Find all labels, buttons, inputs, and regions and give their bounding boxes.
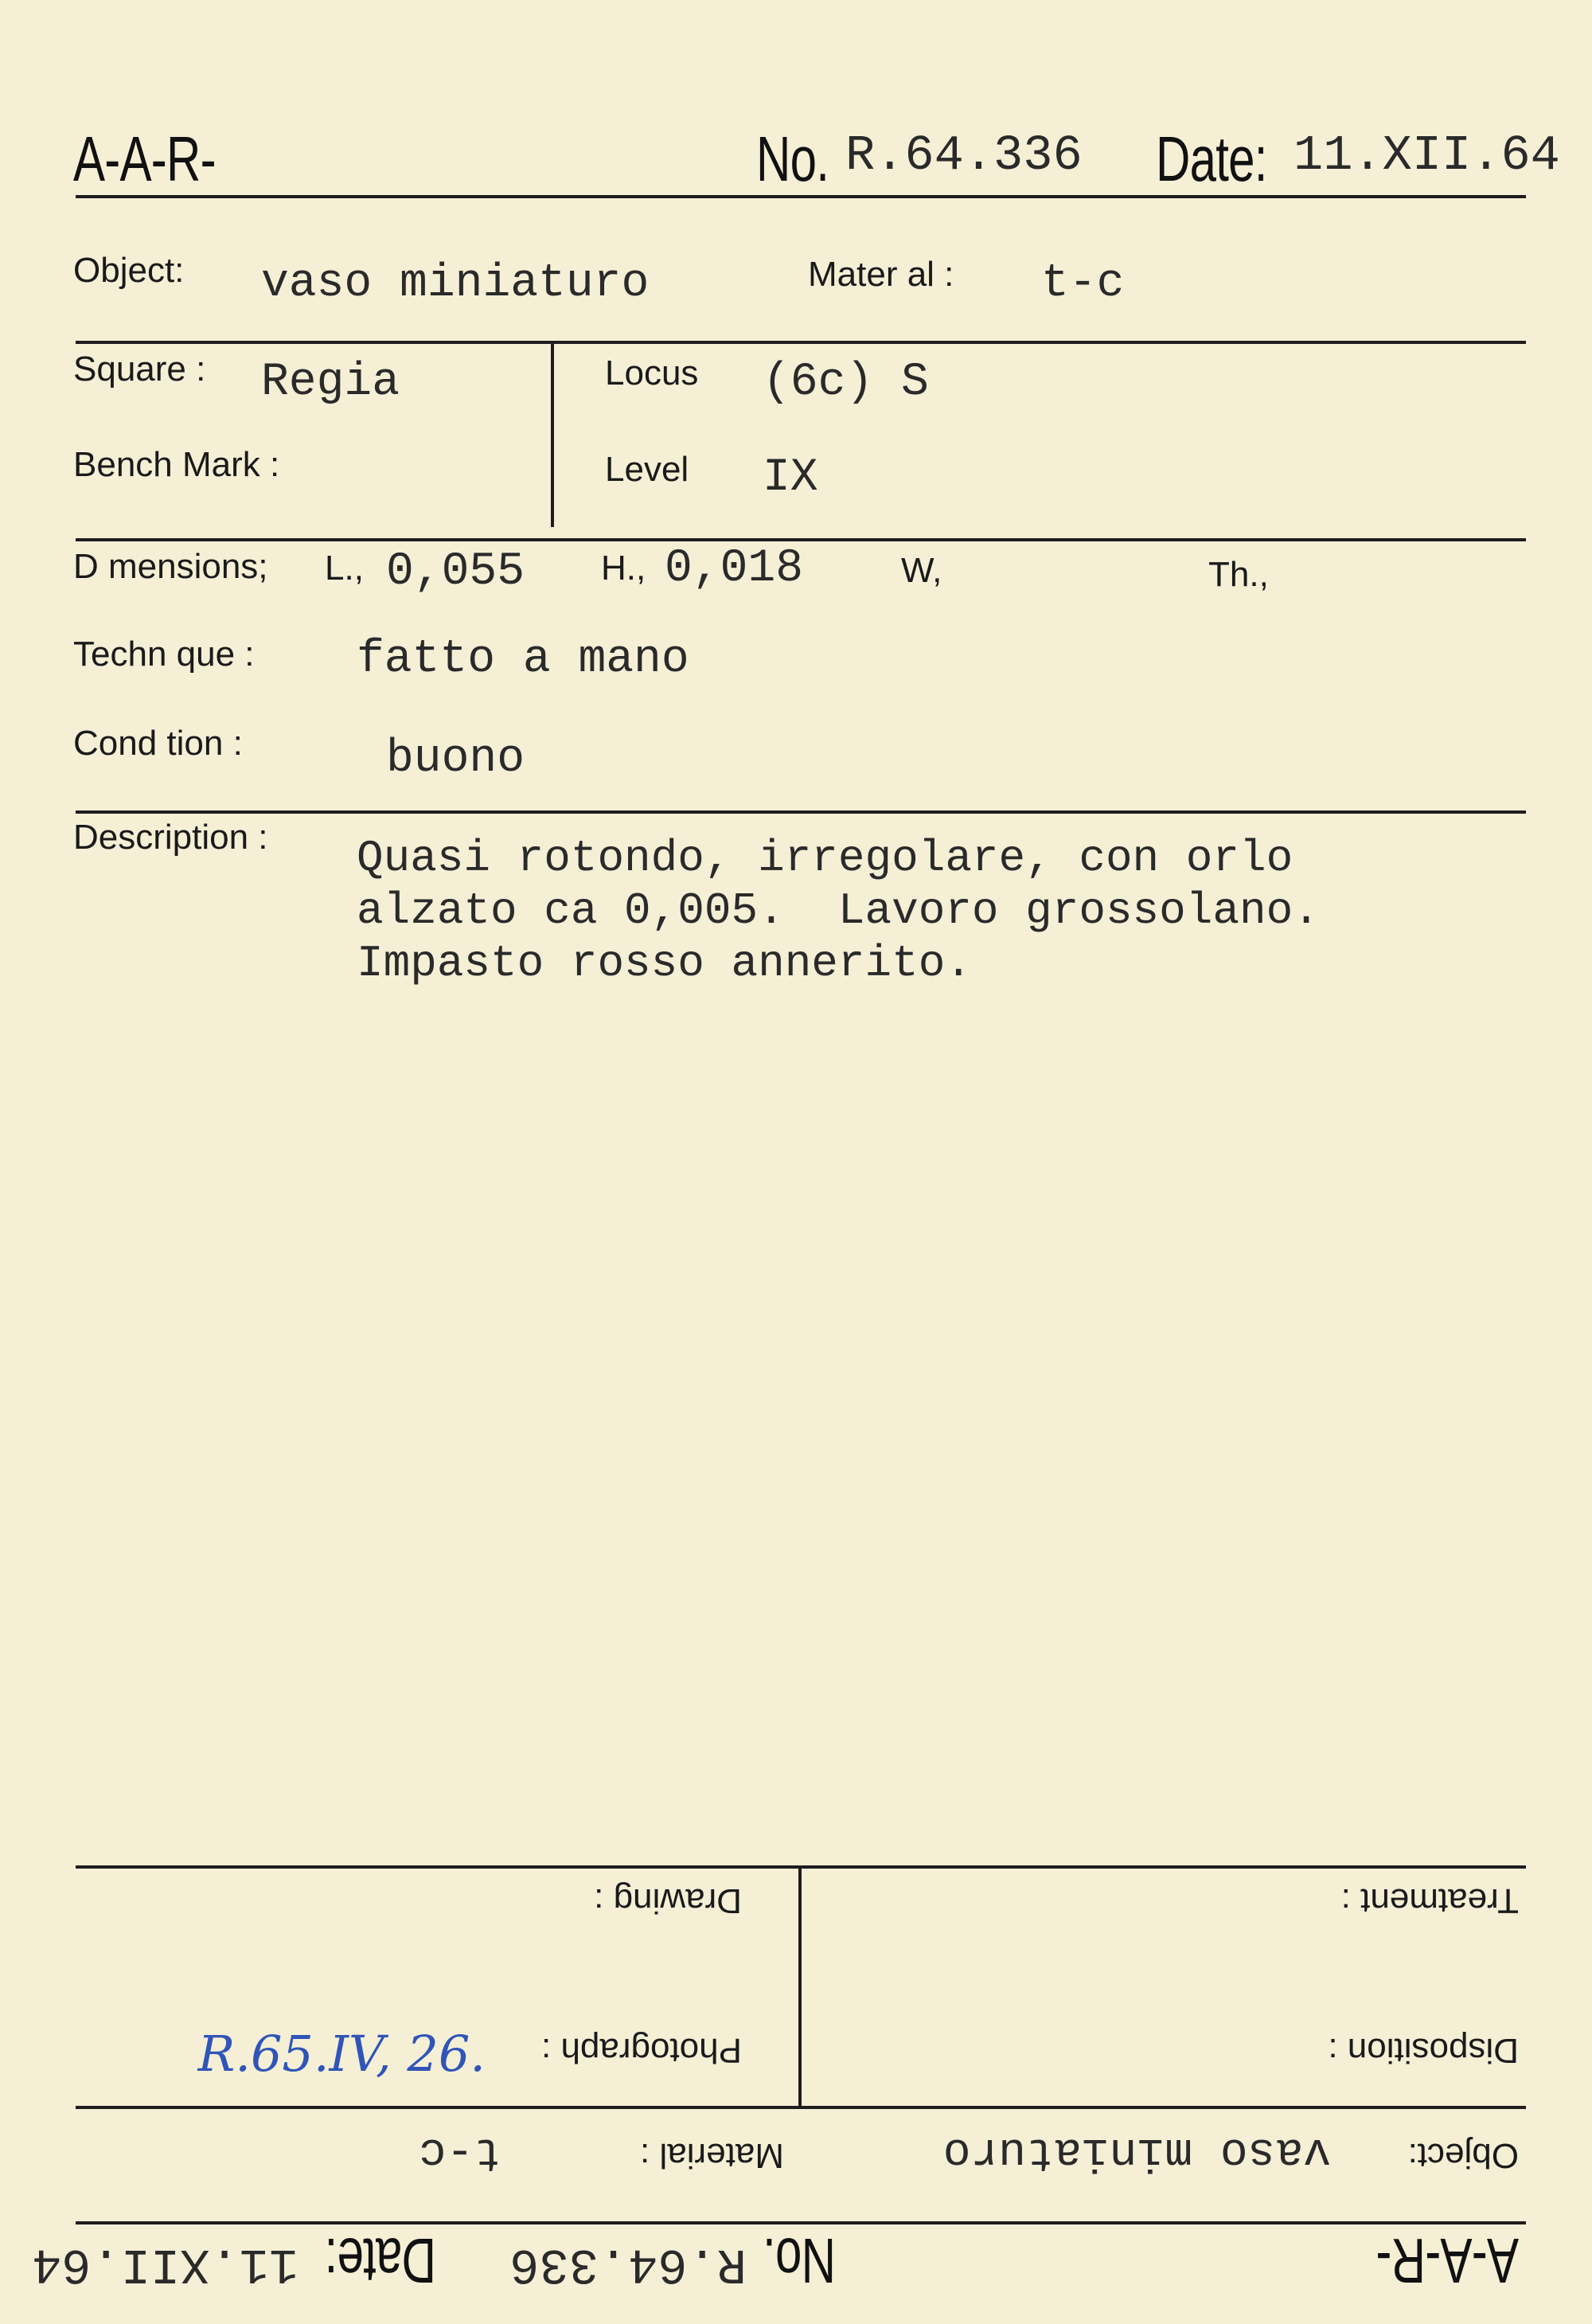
drawing-label: Drawing : — [594, 1881, 742, 1920]
technique-label: Techn que : — [73, 635, 255, 674]
lower-number-label: No. — [763, 2225, 836, 2296]
photograph-value: R.65.IV, 26. — [197, 2025, 486, 2083]
condition-value: buono — [386, 733, 525, 785]
date-label: Date: — [1156, 123, 1267, 194]
header-divider — [76, 195, 1526, 198]
org-code: A-A-R- — [73, 123, 216, 194]
condition-divider — [76, 810, 1526, 814]
dimensions-label: D mensions; — [73, 547, 268, 586]
lower-top-divider — [76, 1865, 1526, 1869]
square-label: Square : — [73, 350, 206, 389]
lower-material-label: Material : — [640, 2136, 784, 2175]
lower-date-label: Date: — [325, 2225, 436, 2296]
material-value: t-c — [1041, 258, 1125, 310]
length-value: 0,055 — [386, 546, 525, 598]
lower-object-value: vaso miniaturo — [942, 2126, 1331, 2178]
object-divider — [76, 341, 1526, 344]
length-label: L., — [325, 549, 364, 588]
height-label: H., — [601, 549, 646, 588]
lower-date-value: 11.XII.64 — [32, 2236, 298, 2292]
lower-column-divider — [798, 1869, 802, 2107]
lower-header-divider — [76, 2221, 1526, 2224]
thickness-label: Th., — [1208, 555, 1269, 594]
inverted-section — [0, 1656, 1592, 2324]
material-label: Mater al : — [808, 255, 954, 294]
date-value: 11.XII.64 — [1294, 127, 1560, 184]
locus-value: (6c) S — [763, 357, 929, 408]
level-label: Level — [605, 450, 689, 489]
bench-mark-label: Bench Mark : — [73, 445, 280, 484]
object-label: Object: — [73, 251, 185, 290]
width-label: W, — [901, 551, 942, 590]
disposition-label: Disposition : — [1328, 2031, 1519, 2070]
description-line-3: Impasto rosso annerito. — [357, 938, 972, 989]
photograph-label: Photograph : — [541, 2031, 742, 2070]
lower-number-value: R.64.336 — [509, 2236, 747, 2292]
object-value: vaso miniaturo — [261, 258, 650, 310]
locus-divider — [76, 538, 1526, 541]
description-line-1: Quasi rotondo, irregolare, con orlo — [357, 833, 1294, 884]
lower-material-value: t-c — [418, 2126, 501, 2178]
square-value: Regia — [261, 357, 400, 408]
lower-object-label: Object: — [1407, 2136, 1519, 2175]
height-value: 0,018 — [665, 543, 804, 595]
square-locus-divider — [551, 342, 554, 527]
number-label: No. — [756, 123, 829, 194]
description-label: Description : — [73, 818, 268, 857]
condition-label: Cond tion : — [73, 724, 243, 763]
description-line-2: alzato ca 0,005. Lavoro grossolano. — [357, 885, 1320, 936]
number-value: R.64.336 — [845, 127, 1083, 184]
lower-org-code: A-A-R- — [1376, 2225, 1519, 2296]
treatment-label: Treatment : — [1340, 1881, 1519, 1920]
technique-value: fatto a mano — [357, 634, 689, 685]
locus-label: Locus — [605, 353, 699, 393]
level-value: IX — [763, 452, 818, 504]
